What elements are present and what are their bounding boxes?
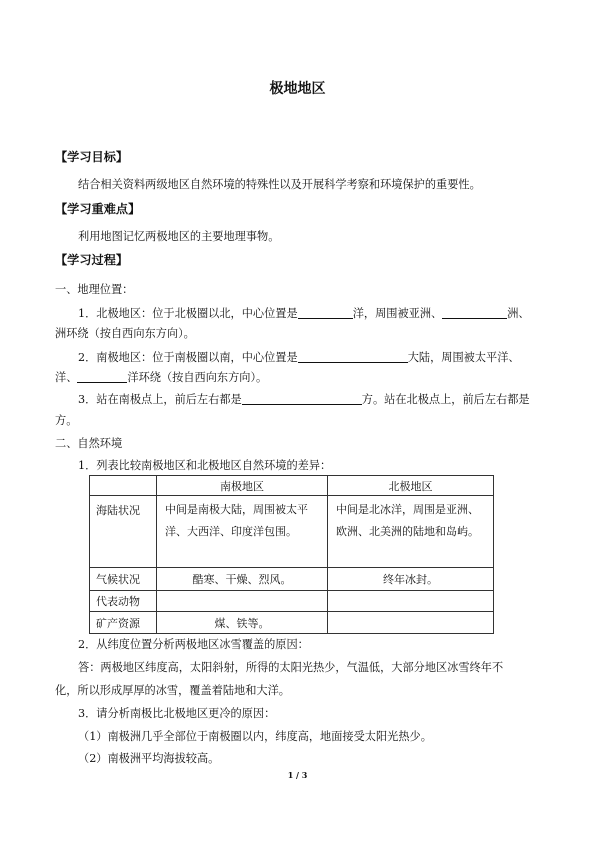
key-points-text: 利用地图记忆两极地区的主要地理事物。 <box>78 230 280 243</box>
answer-blank[interactable] <box>298 350 408 363</box>
row-label: 海陆状况 <box>90 496 157 568</box>
q1-text-b: 洋，周围被亚洲、 <box>352 307 443 320</box>
question-2-1: 1．列表比较南极地区和北极地区自然环境的差异： <box>78 459 332 472</box>
question-1-3 <box>78 392 530 408</box>
cell-north[interactable] <box>328 612 494 634</box>
answer-blank[interactable] <box>77 370 127 383</box>
answer-blank[interactable] <box>242 392 362 405</box>
process-heading: 【学习过程】 <box>55 253 129 267</box>
page-number: 1 / 3 <box>287 770 308 780</box>
question-2-3: 3．请分析南极比北极地区更冷的原因： <box>78 707 276 720</box>
question-2-2: 2．从纬度位置分析两极地区冰雪覆盖的原因： <box>78 638 309 651</box>
q1-text-a: 1．北极地区：位于北极圈以北，中心位置是 <box>78 307 298 320</box>
goal-heading: 【学习目标】 <box>55 150 129 164</box>
q3-text-b: 方。站在北极点上，前后左右都是 <box>361 393 530 406</box>
question-1-1-cont: 洲环绕（按自西向东方向）。 <box>55 327 195 340</box>
q3-text-a: 3．站在南极点上，前后左右都是 <box>78 393 242 406</box>
table-header-south: 南极地区 <box>157 476 328 496</box>
row-label: 矿产资源 <box>90 612 157 634</box>
cell-south: 煤、铁等。 <box>157 612 328 634</box>
table-row <box>90 568 494 591</box>
answer-blank[interactable] <box>442 306 507 319</box>
row-label: 代表动物 <box>90 591 157 612</box>
question-1-3-cont: 方。 <box>55 414 78 427</box>
answer-2-2-line1: 答：两极地区纬度高，太阳斜射，所得的太阳光热少，气温低，大部分地区冰雪终年不 <box>78 661 504 674</box>
answer-blank[interactable] <box>298 306 353 319</box>
part2-heading: 二、自然环境 <box>55 437 123 450</box>
question-1-1 <box>78 306 530 322</box>
cell-south[interactable] <box>157 591 328 612</box>
cell-north[interactable] <box>328 591 494 612</box>
table-corner-cell <box>90 476 157 496</box>
key-points-heading: 【学习重难点】 <box>55 202 141 216</box>
question-1-2 <box>78 350 520 366</box>
question-1-2-cont <box>55 370 267 386</box>
comparison-table <box>89 475 494 634</box>
table-header-row <box>90 476 494 496</box>
cell-north: 终年冰封。 <box>328 568 494 591</box>
cell-north: 中间是北冰洋，周围是亚洲、欧洲、北美洲的陆地和岛屿。 <box>328 496 494 568</box>
q2-text-d: 洋环绕（按自西向东方向）。 <box>127 371 268 384</box>
q2-text-a: 2．南极地区：位于南极圈以南，中心位置是 <box>78 351 298 364</box>
q1-text-c: 洲、 <box>507 307 530 320</box>
cell-south: 酷寒、干燥、烈风。 <box>157 568 328 591</box>
goal-text: 结合相关资料两级地区自然环境的特殊性以及开展科学考察和环境保护的重要性。 <box>78 178 481 191</box>
q2-text-b: 大陆，周围被太平洋、 <box>407 351 520 364</box>
table-row <box>90 496 494 568</box>
answer-2-3-1: （1）南极洲几乎全部位于南极圈以内，纬度高，地面接受太阳光热少。 <box>78 730 432 743</box>
page-title: 极地地区 <box>269 81 326 97</box>
cell-south: 中间是南极大陆，周围被太平洋、大西洋、印度洋包围。 <box>157 496 328 568</box>
answer-2-2-line2: 化，所以形成厚厚的冰雪，覆盖着陆地和大洋。 <box>55 684 290 697</box>
table-row <box>90 612 494 634</box>
q2-text-c: 洋、 <box>55 371 78 384</box>
table-header-north: 北极地区 <box>328 476 494 496</box>
part1-heading: 一、地理位置： <box>55 283 134 296</box>
table-row <box>90 591 494 612</box>
answer-2-3-2: （2）南极洲平均海拔较高。 <box>78 752 220 765</box>
row-label: 气候状况 <box>90 568 157 591</box>
